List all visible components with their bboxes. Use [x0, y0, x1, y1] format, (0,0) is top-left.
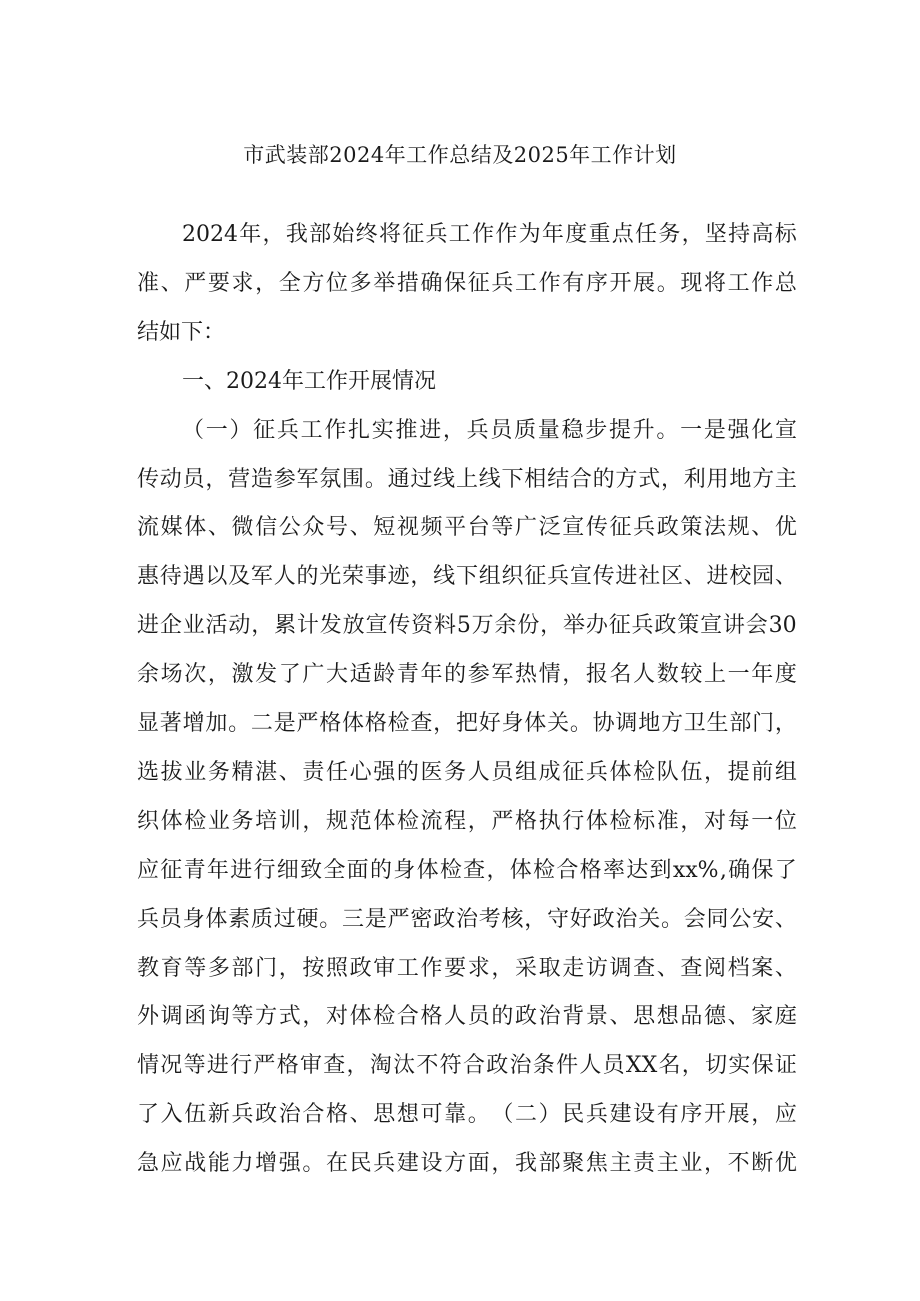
- paragraph-line: 外 调 函 询 等 方 式 ， 对 体 检 合 格 人 员 的 政 治 背 景 、 思 想 品 德 、 家 庭: [137, 1004, 797, 1030]
- paragraph-line: 教 育 等 多 部 门 ， 按 照 政 审 工 作 要 求 ， 采 取 走 访 调 查 、 查 阅 档 案 、: [137, 955, 797, 981]
- paragraph-line: 准 、 严 要 求 ， 全 方 位 多 举 措 确 保 征 兵 工 作 有 序 开 展 。 现 将 工 作 总: [137, 270, 797, 296]
- paragraph-line: 急 应 战 能 力 增 强 。 在 民 兵 建 设 方 面 ， 我 部 聚 焦 主 责 主 业 ， 不 断 优: [137, 1151, 797, 1177]
- paragraph-line: 进 企 业 活 动 ， 累 计 发 放 宣 传 资 料 5 万 余 份 ， 举 办 征 兵 政 策 宣 讲 会 30: [137, 613, 797, 639]
- paragraph-line: 惠 待 遇 以 及 军 人 的 光 荣 事 迹 ， 线 下 组 织 征 兵 宣 传 进 社 区 、 进 校 园 、: [137, 564, 797, 590]
- paragraph-line: 余 场 次 ， 激 发 了 广 大 适 龄 青 年 的 参 军 热 情 ， 报 名 人 数 较 上 一 年 度: [137, 662, 797, 688]
- paragraph-line: 传 动 员 ， 营 造 参 军 氛 围 。 通 过 线 上 线 下 相 结 合 的 方 式 ， 利 用 地 方 主: [137, 466, 797, 492]
- paragraph-line: （ 一 ） 征 兵 工 作 扎 实 推 进 ， 兵 员 质 量 稳 步 提 升 。 一 是 强 化 宣: [182, 417, 797, 443]
- document-title: 市武装部2024年工作总结及2025年工作计划: [243, 143, 677, 167]
- paragraph-line: 情 况 等 进 行 严 格 审 查 ， 淘 汰 不 符 合 政 治 条 件 人 员 XX 名 ， 切 实 保 证: [137, 1053, 797, 1079]
- paragraph-line: 显 著 增 加 。 二 是 严 格 体 格 检 查 ， 把 好 身 体 关 。 协 调 地 方 卫 生 部 门 ，: [137, 711, 797, 736]
- paragraph-line: 一、2024年工作开展情况: [182, 368, 436, 394]
- paragraph-line: 兵 员 身 体 素 质 过 硬 。 三 是 严 密 政 治 考 核 ， 守 好 政 治 关 。 会 同 公 安 、: [137, 906, 797, 932]
- paragraph-line: 应 征 青 年 进 行 细 致 全 面 的 身 体 检 查 ， 体 检 合 格 率 达 到 xx% , 确 保 了: [137, 857, 797, 883]
- paragraph-line: 流 媒 体 、 微 信 公 众 号 、 短 视 频 平 台 等 广 泛 宣 传 征 兵 政 策 法 规 、 优: [137, 515, 797, 541]
- paragraph-line: 结如下：: [137, 319, 226, 345]
- paragraph-line: 2024 年 ， 我 部 始 终 将 征 兵 工 作 作 为 年 度 重 点 任 务 ， 坚 持 高 标: [182, 222, 797, 247]
- paragraph-line: 选 拔 业 务 精 湛 、 责 任 心 强 的 医 务 人 员 组 成 征 兵 体 检 队 伍 ， 提 前 组: [137, 759, 797, 785]
- paragraph-line: 了 入 伍 新 兵 政 治 合 格 、 思 想 可 靠 。 （ 二 ） 民 兵 建 设 有 序 开 展 ， 应: [137, 1102, 797, 1128]
- paragraph-line: 织 体 检 业 务 培 训 ， 规 范 体 检 流 程 ， 严 格 执 行 体 检 标 准 ， 对 每 一 位: [137, 808, 797, 834]
